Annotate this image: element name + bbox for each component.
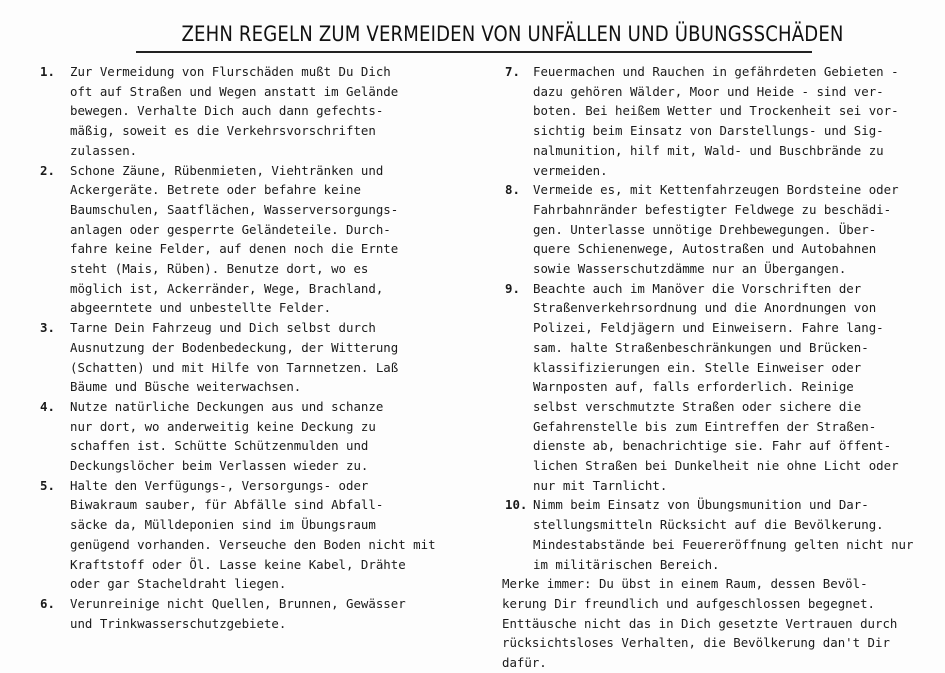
rule-item	[40, 476, 485, 594]
rule-line: Baumschulen, Saatflächen, Wasserversorgungs-	[70, 201, 399, 217]
rule-line: boten. Bei heißem Wetter und Trockenheit sei vor-	[533, 103, 899, 119]
rule-line: sowie Wasserschutzdämme nur an Übergangen.	[533, 261, 847, 277]
rule-text	[533, 62, 935, 180]
rule-text	[70, 161, 485, 319]
rule-line: Tarne Dein Fahrzeug und Dich selbst durch	[70, 320, 376, 336]
rule-line: abgeerntete und unbestellte Felder.	[70, 300, 332, 316]
rule-line: lichen Straßen bei Dunkelheit nie ohne Licht oder	[533, 458, 899, 474]
rule-line: Deckungslöcher beim Verlassen wieder zu.	[70, 458, 369, 474]
document-title: ZEHN REGELN ZUM VERMEIDEN VON UNFÄLLEN UND ÜBUNGSSCHÄDEN	[181, 22, 844, 46]
rule-number: 3.	[40, 320, 55, 336]
rule-number: 4.	[40, 398, 55, 414]
rule-line: genügend vorhanden. Verseuche den Boden nicht mit	[70, 536, 436, 552]
rule-text	[533, 279, 935, 496]
title-underline	[136, 51, 812, 53]
rule-text	[70, 476, 485, 594]
rule-line: Halte den Verfügungs-, Versorgungs- oder	[70, 477, 369, 493]
rule-item	[40, 161, 485, 319]
rule-line: steht (Mais, Rüben). Benutze dort, wo es	[70, 261, 369, 277]
rule-item	[505, 495, 935, 574]
rule-line: Beachte auch im Manöver die Vorschriften der	[533, 280, 862, 296]
rule-line: Kraftstoff oder Öl. Lasse keine Kabel, Drähte	[70, 556, 406, 572]
rule-item	[505, 180, 935, 279]
rule-line: Feuermachen und Rauchen in gefährdeten Gebieten -	[533, 64, 899, 79]
rule-line: gen. Unterlasse unnötige Drehbewegungen. Über-	[533, 221, 877, 237]
rule-number: 10.	[505, 497, 528, 513]
rule-line: vermeiden.	[533, 162, 608, 178]
rule-line: und Trinkwasserschutzgebiete.	[70, 615, 287, 631]
rule-line: Biwakraum sauber, für Abfälle sind Abfall-	[70, 497, 384, 513]
rule-line: sichtig beim Einsatz von Darstellungs- und Sig-	[533, 123, 884, 139]
rule-text	[70, 594, 485, 633]
left-column	[40, 62, 485, 633]
rule-number: 2.	[40, 162, 55, 178]
rule-number: 8.	[505, 182, 520, 198]
rule-line: Straßenverkehrsordnung und die Anordnungen von	[533, 300, 877, 316]
rule-item	[40, 318, 485, 397]
rule-line: nalmunition, hilf mit, Wald- und Buschbrände zu	[533, 142, 884, 158]
rule-line: Polizei, Feldjägern und Einweisern. Fahre lang-	[533, 320, 884, 336]
closing-note-line: Enttäusche nicht das in Dich gesetzte Vertrauen durch	[502, 615, 898, 631]
rule-line: dienste ab, benachrichtige sie. Fahr auf öffent-	[533, 438, 892, 454]
rule-line: schaffen ist. Schütte Schützenmulden und	[70, 438, 369, 454]
rule-text	[70, 397, 485, 476]
rule-line: Nutze natürliche Deckungen aus und schanze	[70, 398, 384, 414]
rule-line: nur mit Tarnlicht.	[533, 477, 668, 493]
rule-line: Nimm beim Einsatz von Übungsmunition und Dar-	[533, 497, 869, 513]
rule-line: sam. halte Straßenbeschränkungen und Brücken-	[533, 339, 869, 355]
closing-note-line: dafür.	[502, 655, 547, 671]
rule-number: 5.	[40, 477, 55, 493]
right-column	[502, 62, 935, 673]
rule-line: nur dort, wo anderweitig keine Deckung zu	[70, 418, 376, 434]
rule-line: klassifizierungen ein. Stelle Einweiser oder	[533, 359, 862, 375]
rule-item	[40, 62, 485, 161]
rule-line: selbst verschmutzte Straßen oder sichere die	[533, 398, 862, 414]
rule-text	[533, 180, 935, 279]
rule-item	[505, 279, 935, 496]
rule-line: Verunreinige nicht Quellen, Brunnen, Gewässer	[70, 595, 406, 611]
rule-line: Zur Vermeidung von Flurschäden mußt Du Dich	[70, 64, 391, 79]
rule-line: möglich ist, Ackerränder, Wege, Brachland,	[70, 280, 384, 296]
rule-line: Vermeide es, mit Kettenfahrzeugen Bordsteine oder	[533, 182, 899, 198]
rule-line: Warnposten auf, falls erforderlich. Reinige	[533, 379, 854, 395]
closing-note-line: rücksichtsloses Verhalten, die Bevölkerung dan't Dir	[502, 635, 890, 651]
rule-line: im militärischen Bereich.	[533, 556, 720, 572]
rule-line: mäßig, soweit es die Verkehrsvorschriften	[70, 123, 376, 139]
rule-number: 7.	[505, 64, 520, 79]
rule-item	[40, 397, 485, 476]
rule-number: 9.	[505, 280, 520, 296]
rule-line: säcke da, Mülldeponien sind im Übungsraum	[70, 517, 376, 533]
rule-line: oder gar Stacheldraht liegen.	[70, 576, 287, 592]
rule-text	[533, 495, 935, 574]
rule-line: zulassen.	[70, 142, 138, 158]
rule-item	[505, 62, 935, 180]
rule-text	[70, 62, 485, 161]
rule-line: bewegen. Verhalte Dich auch dann gefechts-	[70, 103, 384, 119]
rule-line: Ackergeräte. Betrete oder befahre keine	[70, 182, 361, 198]
rule-line: anlagen oder gesperrte Geländeteile. Durch-	[70, 221, 391, 237]
rule-line: oft auf Straßen und Wegen anstatt im Gelände	[70, 83, 399, 99]
rule-line: Schone Zäune, Rübenmieten, Viehtränken und	[70, 162, 384, 178]
rule-line: fahre keine Felder, auf denen noch die Ernte	[70, 241, 399, 257]
rule-line: Ausnutzung der Bodenbedeckung, der Witterung	[70, 339, 399, 355]
rule-line: stellungsmitteln Rücksicht auf die Bevölkerung.	[533, 517, 884, 533]
rule-line: Mindestabstände bei Feuereröffnung gelten nicht nur	[533, 536, 914, 552]
rule-line: dazu gehören Wälder, Moor und Heide - sind ver-	[533, 83, 884, 99]
rule-text	[70, 318, 485, 397]
closing-note-line: Merke immer: Du übst in einem Raum, dessen Bevöl-	[502, 576, 868, 592]
rule-line: Fahrbahnränder befestigter Feldwege zu beschädi-	[533, 201, 892, 217]
closing-note	[502, 574, 935, 673]
rule-number: 6.	[40, 595, 55, 611]
rule-line: quere Schienenwege, Autostraßen und Autobahnen	[533, 241, 877, 257]
rule-line: Gefahrenstelle bis zum Eintreffen der Straßen-	[533, 418, 877, 434]
rule-item	[40, 594, 485, 633]
rule-line: Bäume und Büsche weiterwachsen.	[70, 379, 302, 395]
closing-note-line: kerung Dir freundlich und aufgeschlossen begegnet.	[502, 595, 875, 611]
rule-number: 1.	[40, 64, 55, 79]
rule-line: (Schatten) und mit Hilfe von Tarnnetzen. Laß	[70, 359, 399, 375]
